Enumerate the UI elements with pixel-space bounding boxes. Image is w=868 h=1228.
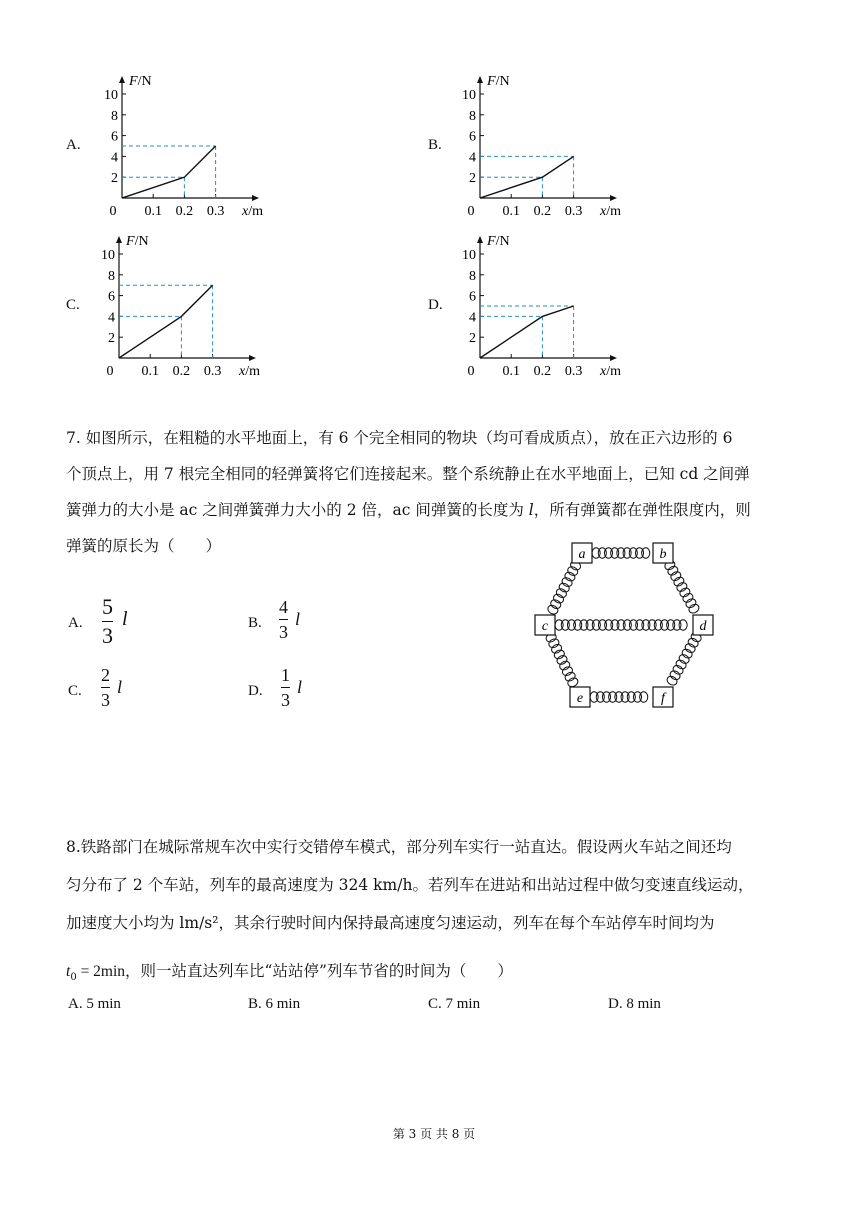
spring-coil-ce [547, 637, 560, 649]
spring-coil-ce [550, 643, 563, 655]
option-a-label: A. [66, 137, 81, 153]
option-d-label: D. [428, 297, 443, 313]
x-tick-label: 0.2 [175, 204, 194, 219]
spring-coil-bd [678, 586, 691, 598]
y-tick-label: 2 [469, 331, 476, 347]
block-label-e: e [576, 691, 584, 706]
graph-svg-b [458, 70, 688, 220]
y-axis-arrow [119, 76, 125, 83]
origin-label: 0 [467, 364, 475, 379]
y-tick-label: 8 [111, 108, 118, 124]
spring-coil-ac [549, 598, 562, 610]
graph-option-b [458, 70, 688, 220]
q7-choice-d-fraction [281, 665, 290, 710]
q7-choice-c-num: 2 [101, 665, 110, 685]
x-axis-label: x/m [242, 204, 263, 219]
y-tick-label: 2 [108, 331, 115, 347]
graph-option-c [97, 230, 327, 380]
y-tick-label: 6 [108, 289, 115, 305]
q8-var-t: t [66, 963, 71, 980]
x-tick-label: 0.3 [203, 364, 222, 379]
q8-line-2: 匀分布了 2 个车站，列车的最高速度为 324 km/h。若列车在进站和出站过程中做匀变速直线运动， [66, 876, 754, 894]
x-axis-label: x/m [239, 364, 260, 379]
spring-coil-df [687, 637, 700, 649]
spring-coil-ef [640, 692, 648, 702]
x-tick-label: 0.2 [172, 364, 191, 379]
y-axis-label: F/N [126, 234, 149, 249]
spring-coil-df [672, 664, 685, 676]
q7-choice-a-fraction [102, 595, 113, 648]
q7-choice-b-num: 4 [279, 597, 288, 617]
spring-coil-ac [558, 582, 571, 594]
q8-answer-c: C. 7 min [428, 996, 481, 1012]
q8-answer-b: B. 6 min [248, 996, 301, 1012]
origin-label: 0 [109, 204, 117, 219]
spring-coil-ac [555, 587, 568, 599]
x-tick-label: 0.1 [502, 364, 520, 379]
y-tick-label: 2 [111, 171, 118, 187]
block-label-a: a [578, 547, 586, 562]
x-tick-label: 0.1 [144, 204, 162, 219]
q7-choice-d-den: 3 [281, 690, 290, 710]
q8-line-1: 8.铁路部门在城际常规车次中实行交错停车模式，部分列车实行一站直达。假设两火车站之间还均 [66, 838, 732, 856]
x-axis-label: x/m [600, 204, 621, 219]
origin-label: 0 [106, 364, 114, 379]
y-tick-label: 6 [111, 129, 118, 145]
graph-option-a [100, 70, 330, 220]
y-tick-label: 10 [462, 248, 476, 263]
q8-answer-d: D. 8 min [608, 996, 661, 1012]
origin-label: 0 [467, 204, 475, 219]
spring-coil-ac [561, 576, 574, 588]
q7-choice-a-label: A. [68, 615, 83, 631]
q8-line-3: 加速度大小均为 lm/s²，其余行驶时间内保持最高速度匀速运动，列车在每个车站停车时间均为 [66, 914, 715, 932]
q8-line-4-rest: ，则一站直达列车比“站站停”列车节省的时间为（ ） [125, 962, 513, 980]
y-axis-arrow [477, 236, 483, 243]
x-axis-arrow [252, 195, 259, 201]
x-axis-arrow [610, 355, 617, 361]
spring-coil-bd [666, 565, 679, 577]
x-tick-label: 0.3 [206, 204, 225, 219]
q7-choice-b-fraction [279, 597, 288, 642]
spring-coil-ce [561, 665, 574, 677]
question-8-text [66, 828, 826, 997]
spring-coil-bd [675, 581, 688, 593]
x-axis-arrow [249, 355, 256, 361]
y-tick-label: 4 [111, 150, 118, 166]
x-axis-arrow [610, 195, 617, 201]
x-axis-label: x/m [600, 364, 621, 379]
q7-line-4: 弹簧的原长为（ ） [66, 537, 222, 555]
block-label-f: f [661, 691, 665, 706]
spring-hexagon-diagram [525, 535, 725, 715]
y-tick-label: 10 [101, 248, 115, 263]
spring-coil-ac [552, 593, 565, 605]
x-tick-label: 0.3 [564, 364, 583, 379]
q8-answer-a: A. 5 min [68, 996, 121, 1012]
springs-group [545, 548, 703, 702]
q7-choice-c-label: C. [68, 683, 82, 699]
spring-coil-bd [687, 603, 700, 615]
spring-coil-bd [672, 576, 685, 588]
spring-coil-df [678, 653, 691, 665]
q7-line-3 [66, 492, 826, 528]
page-footer: 第 3 页 共 8 页 [392, 1127, 476, 1141]
graph-option-d [458, 230, 688, 380]
spring-coil-df [681, 648, 694, 660]
force-line [480, 306, 574, 358]
graph-svg-d [458, 230, 688, 380]
q7-choice-c-var: l [117, 677, 123, 697]
force-line [122, 146, 216, 198]
y-axis-label: F/N [487, 74, 510, 89]
spring-coil-df [669, 669, 682, 681]
spring-coil-ac [546, 604, 559, 616]
q7-choice-a-num: 5 [102, 594, 113, 619]
spring-coil-ce [553, 648, 566, 660]
spring-coil-bd [681, 592, 694, 604]
y-tick-label: 10 [104, 88, 118, 103]
y-tick-label: 8 [469, 108, 476, 124]
y-tick-label: 10 [462, 88, 476, 103]
x-tick-label: 0.2 [533, 364, 552, 379]
y-tick-label: 4 [469, 150, 476, 166]
q8-var-t-sub: 0 [70, 972, 77, 984]
y-tick-label: 4 [108, 310, 115, 326]
q7-line-2: 个顶点上，用 7 根完全相同的轻弹簧将它们连接起来。整个系统静止在水平地面上，已知 cd 之间弹 [66, 465, 750, 483]
y-tick-label: 2 [469, 171, 476, 187]
x-tick-label: 0.2 [533, 204, 552, 219]
spring-coil-ac [566, 565, 579, 577]
q7-choice-b-var: l [295, 609, 301, 629]
x-tick-label: 0.3 [564, 204, 583, 219]
y-axis-label: F/N [487, 234, 510, 249]
block-label-c: c [541, 619, 549, 634]
option-c-label: C. [66, 297, 80, 313]
q7-choice-d-num: 1 [281, 665, 290, 685]
y-axis-arrow [116, 236, 122, 243]
q7-choice-b-label: B. [248, 615, 262, 631]
spring-coil-df [684, 642, 697, 654]
q7-choice-a-var: l [122, 608, 128, 630]
graph-svg-a [100, 70, 330, 220]
q7-line-3a: 簧弹力的大小是 ac 之间弹簧弹力大小的 2 倍，ac 间弹簧的长度为 [66, 501, 529, 519]
y-tick-label: 8 [469, 268, 476, 284]
graph-svg-c [97, 230, 327, 380]
q7-choice-d-label: D. [248, 683, 263, 699]
spring-coil-ce [556, 654, 569, 666]
spring-coil-bd [684, 597, 697, 609]
y-axis-label: F/N [129, 74, 152, 89]
x-tick-label: 0.1 [141, 364, 159, 379]
spring-coil-ce [558, 660, 571, 672]
spring-coil-df [666, 675, 679, 687]
q7-choice-d-var: l [297, 677, 303, 697]
block-label-d: d [699, 619, 707, 634]
y-tick-label: 6 [469, 289, 476, 305]
y-tick-label: 6 [469, 129, 476, 145]
x-tick-label: 0.1 [502, 204, 520, 219]
q7-choice-c-fraction [101, 665, 110, 710]
q7-var-l: l [528, 501, 534, 519]
spring-coil-cd [679, 620, 687, 630]
spring-coil-df [675, 658, 688, 670]
y-tick-label: 8 [108, 268, 115, 284]
q7-choice-b-den: 3 [279, 622, 288, 642]
q7-choice-a-den: 3 [102, 623, 113, 648]
q8-line-4 [66, 952, 826, 997]
y-axis-arrow [477, 76, 483, 83]
spring-coil-ab [642, 548, 650, 558]
q7-line-1: 7. 如图所示，在粗糙的水平地面上，有 6 个完全相同的物块（均可看成质点），放在正六边形的 6 [66, 429, 733, 447]
option-b-label: B. [428, 137, 442, 153]
block-label-b: b [659, 547, 667, 562]
spring-coil-ac [563, 571, 576, 583]
spring-coil-ce [564, 671, 577, 683]
q7-line-3b: ，所有弹簧都在弹性限度内，则 [533, 501, 751, 519]
q8-eq: = 2min [76, 963, 126, 980]
spring-coil-bd [669, 570, 682, 582]
y-tick-label: 4 [469, 310, 476, 326]
q7-choice-c-den: 3 [101, 690, 110, 710]
force-line [119, 285, 213, 358]
